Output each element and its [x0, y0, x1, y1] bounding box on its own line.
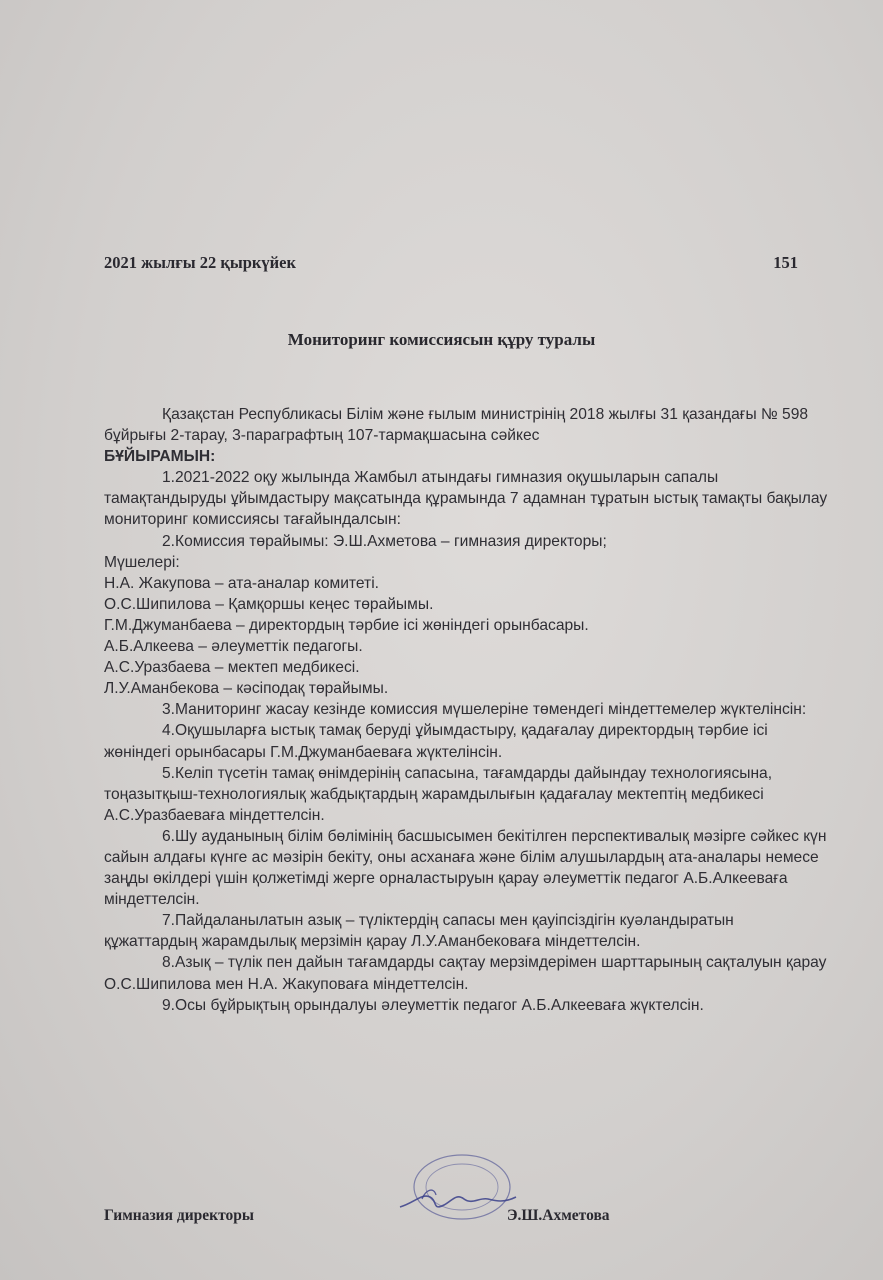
item-2: 2.Комиссия төрайымы: Э.Ш.Ахметова – гимназия директоры; — [162, 532, 607, 550]
member-item: Л.У.Аманбекова – кәсіподақ төрайымы. — [104, 680, 389, 698]
members-label: Мүшелері: — [104, 553, 180, 571]
item-7: 7.Пайдаланылатын азық – түліктердің сапасы мен қауіпсіздігін куәландыратын құжаттардың жарамдылық мерзімін қарау Л.У.Аманбековаға міндеттелсін. — [104, 912, 734, 951]
signature-stamp — [392, 1153, 522, 1223]
item-5: 5.Келіп түсетін тамақ өнімдерінің сапасына, тағамдарды дайындау технологиясына, тоңазытқыш-технологиялық жабдықтардың жарамдылығын қадағалау мектептің медбикесі А.С.Уразбаеваға міндеттелсін. — [104, 764, 773, 824]
signer-name: Э.Ш.Ахметова — [507, 1207, 610, 1224]
item-1: 1.2021-2022 оқу жылында Жамбыл атындағы гимназия оқушыларын сапалы тамақтандыруды ұйымдастыру мақсатында құрамында 7 адамнан тұратын ыстық тамақты бақылау мониторинг комиссиясы тағайындалсын: — [104, 469, 828, 529]
member-item: А.Б.Алкеева – әлеуметтік педагогы. — [104, 638, 363, 656]
member-item: А.С.Уразбаева – мектеп медбикесі. — [104, 659, 360, 677]
item-4: 4.Оқушыларға ыстық тамақ беруді ұйымдастыру, қадағалау директордың тәрбие ісі жөніндегі орынбасары Г.М.Джуманбаеваға жүктелінсін. — [104, 722, 768, 761]
member-item: Н.А. Жакупова – ата-аналар комитеті. — [104, 574, 379, 592]
item-3: 3.Маниторинг жасау кезінде комиссия мүшелеріне төмендегі міндеттемелер жүктелінсін: — [162, 701, 807, 719]
member-item: Г.М.Джуманбаева – директордың тәрбие ісі жөніндегі орынбасары. — [104, 616, 589, 634]
order-number: 151 — [773, 253, 798, 272]
signer-role: Гимназия директоры — [104, 1207, 254, 1224]
item-8: 8.Азық – түлік пен дайын тағамдарды сақтау мерзімдерімен шарттарының сақталуын қарау О.С.Шипилова мен Н.А. Жакуповаға міндеттелсін. — [104, 954, 827, 993]
item-9: 9.Осы бұйрықтың орындалуы әлеуметтік педагог А.Б.Алкееваға жүктелсін. — [162, 996, 704, 1014]
order-header — [104, 253, 798, 273]
order-body — [104, 404, 829, 1016]
document-title: Мониторинг комиссиясын құру туралы — [287, 330, 596, 349]
order-date: 2021 жылғы 22 қыркүйек — [104, 253, 297, 272]
member-item: О.С.Шипилова – Қамқоршы кеңес төрайымы. — [104, 595, 434, 613]
order-word: БҰЙЫРАМЫН: — [104, 448, 216, 466]
intro-paragraph: Қазақстан Республикасы Білім және ғылым министрінің 2018 жылғы 31 қазандағы № 598 бұйрығы 2-тарау, 3-параграфтың 107-тармақшасына сәйкес — [104, 406, 809, 445]
item-6: 6.Шу ауданының білім бөлімінің басшысымен бекітілген перспективалық мәзірге сәйкес күн сайын алдағы күнге ас мәзірін бекіту, оны асханаға және білім алушылардың ата-аналары немесе заңды өкілдері үшін қолжетімді жерге орналастыруын қарау әлеуметтік педагог А.Б.Алкееваға міндеттелсін. — [104, 827, 827, 909]
